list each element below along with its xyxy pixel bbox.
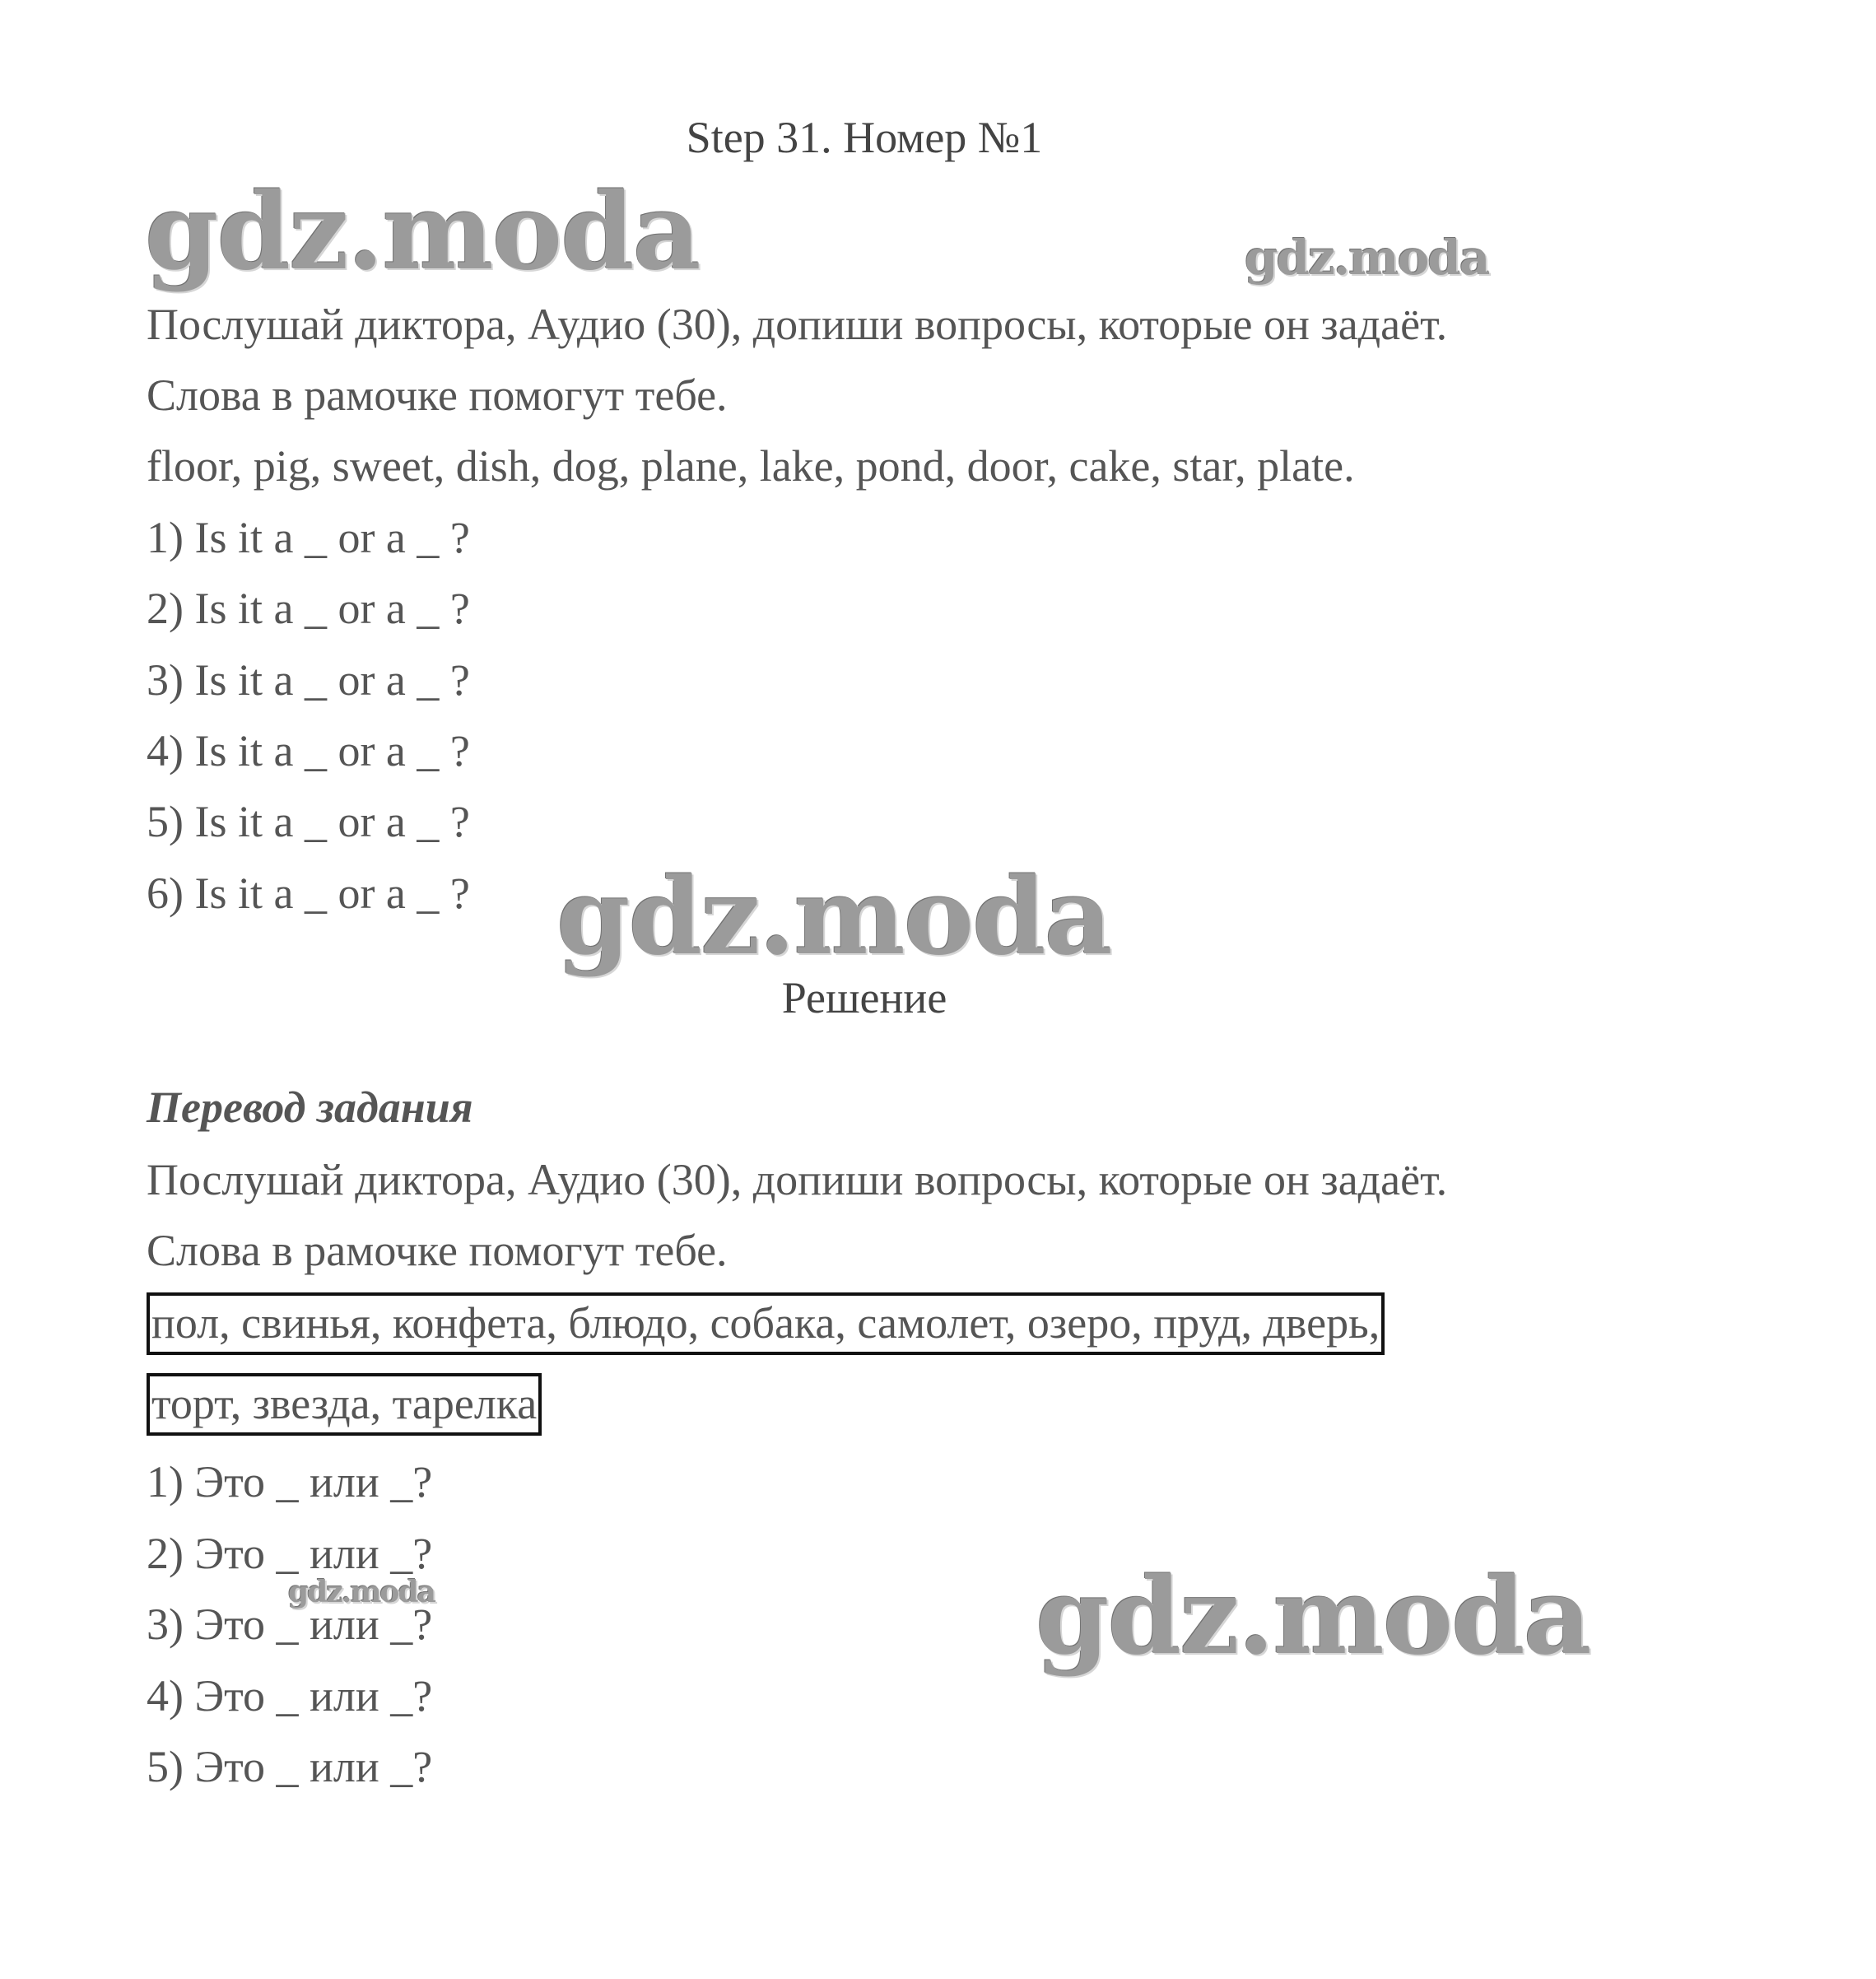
task-instruction-line2: Слова в рамочке помогут тебе.	[147, 370, 728, 420]
watermark-logo: gdz.moda	[145, 170, 700, 294]
task-question: 4) Is it a _ or a _ ?	[147, 726, 470, 775]
task-word-list: floor, pig, sweet, dish, dog, plane, lake, pond, door, cake, star, plate.	[147, 441, 1355, 491]
word-box-line1: пол, свинья, конфета, блюдо, собака, самолет, озеро, пруд, дверь,	[147, 1292, 1385, 1355]
watermark-logo: gdz.moda	[556, 855, 1111, 979]
translation-question: 4) Это _ или _?	[147, 1671, 433, 1721]
translation-question: 3) Это _ или _?	[147, 1599, 433, 1649]
translation-heading: Перевод задания	[147, 1083, 473, 1132]
watermark-logo: gdz.moda	[1245, 230, 1489, 286]
solution-label: Решение	[781, 973, 947, 1022]
watermark-logo: gdz.moda	[288, 1575, 435, 1609]
word-box-line2: торт, звезда, тарелка	[147, 1373, 542, 1436]
translation-question: 5) Это _ или _?	[147, 1742, 433, 1791]
watermark-logo: gdz.moda	[1036, 1555, 1590, 1679]
task-instruction-line1: Послушай диктора, Аудио (30), допиши вопросы, которые он задаёт.	[147, 300, 1448, 349]
task-question: 6) Is it a _ or a _ ?	[147, 868, 470, 918]
translation-instruction-line1: Послушай диктора, Аудио (30), допиши вопросы, которые он задаёт.	[147, 1155, 1448, 1204]
task-question: 1) Is it a _ or a _ ?	[147, 513, 470, 562]
translation-question: 1) Это _ или _?	[147, 1457, 433, 1506]
task-question: 5) Is it a _ or a _ ?	[147, 797, 470, 846]
translation-instruction-line2: Слова в рамочке помогут тебе.	[147, 1226, 728, 1275]
task-question: 2) Is it a _ or a _ ?	[147, 584, 470, 633]
translation-question: 2) Это _ или _?	[147, 1529, 433, 1578]
page-title: Step 31. Номер №1	[686, 113, 1043, 162]
task-question: 3) Is it a _ or a _ ?	[147, 655, 470, 705]
